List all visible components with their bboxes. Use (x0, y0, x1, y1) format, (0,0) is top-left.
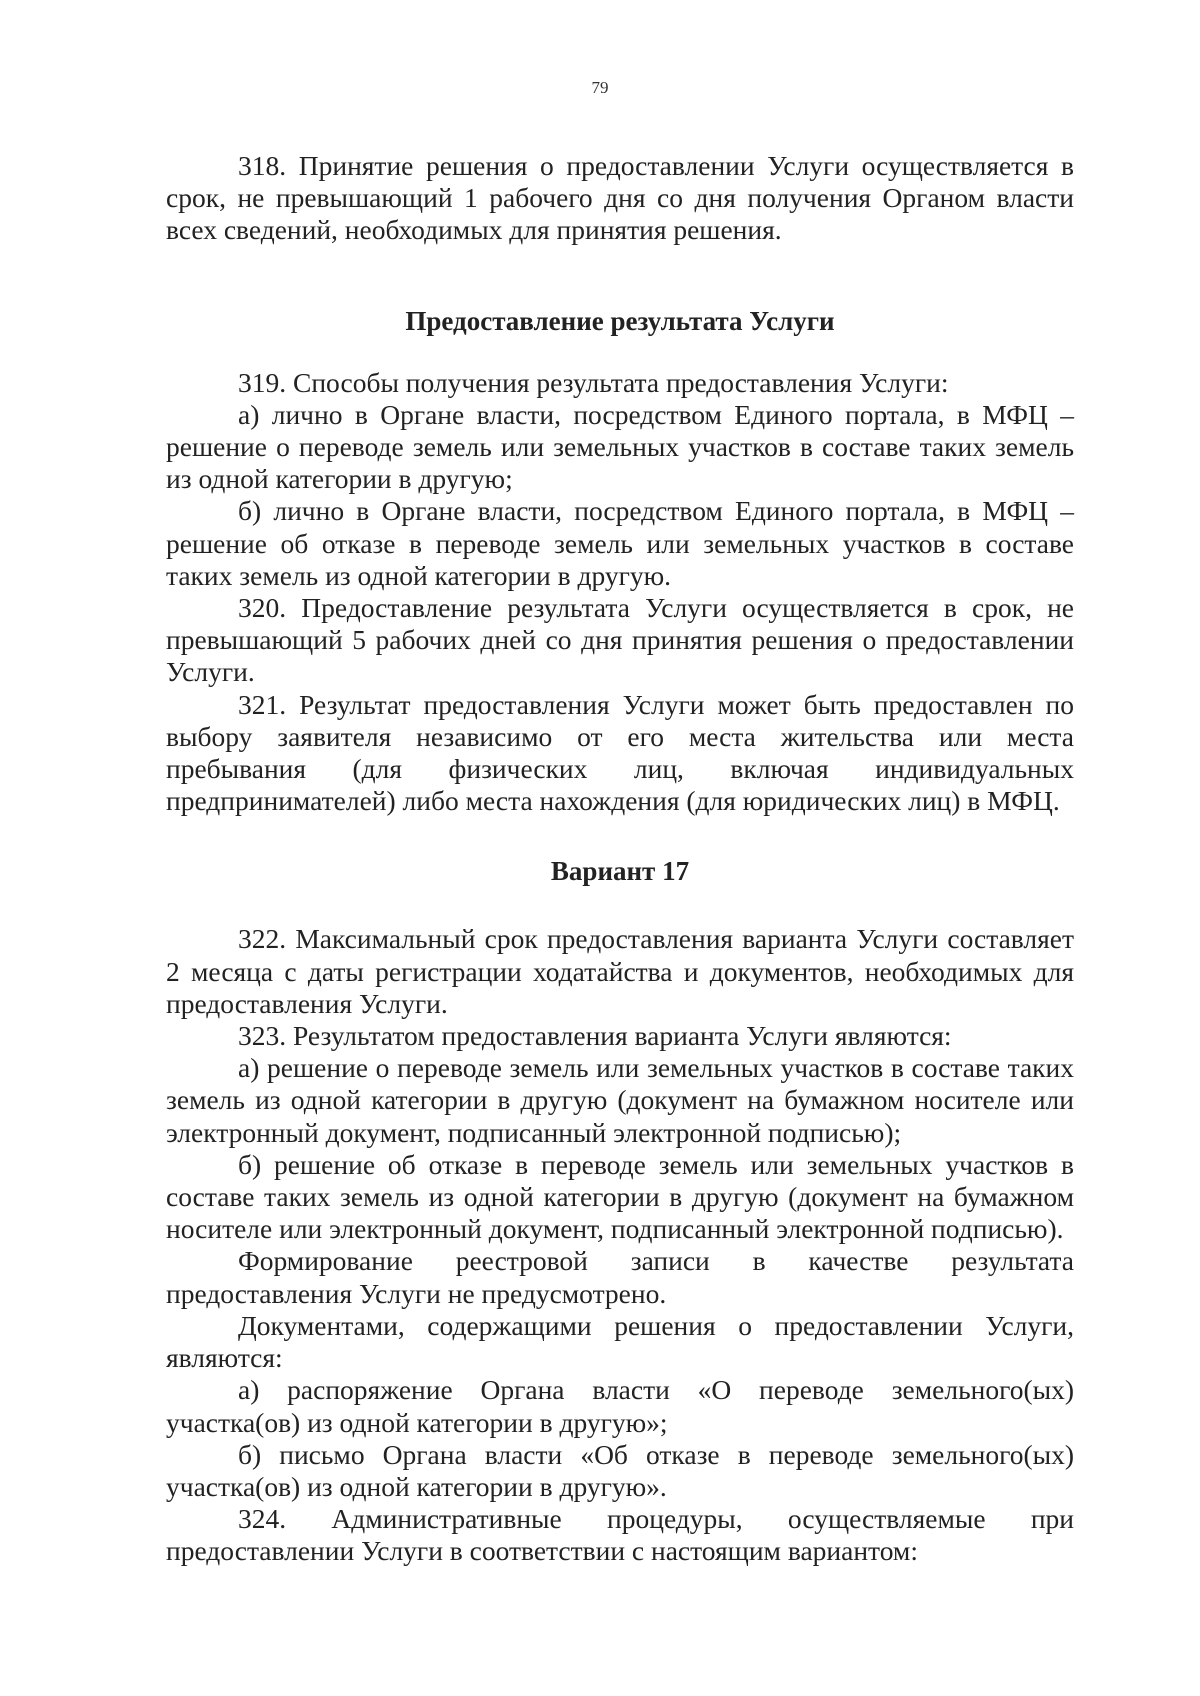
paragraph-decision-documents-a: а) распоряжение Органа власти «О переводе земельного(ых) участка(ов) из одной категории в другую»; (166, 1374, 1074, 1438)
paragraph-319-a: а) лично в Органе власти, посредством Единого портала, в МФЦ – решение о переводе земель или земельных участков в составе таких земель из одной категории в другую; (166, 398, 1074, 495)
paragraph-decision-documents-b: б) письмо Органа власти «Об отказе в переводе земельного(ых) участка(ов) из одной категории в другую». (166, 1438, 1074, 1502)
page-number: 79 (591, 78, 609, 97)
paragraph-323-a: а) решение о переводе земель или земельных участков в составе таких земель из одной категории в другую (документ на бумажном носителе или электронный документ, подписанный электронной подписью); (166, 1052, 1074, 1148)
paragraph-registry-record: Формирование реестровой записи в качестве результата предоставления Услуги не предусмотрено. (166, 1245, 1074, 1309)
paragraph-323-b: б) решение об отказе в переводе земель или земельных участков в составе таких земель из одной категории в другую (документ на бумажном носителе или электронный документ, подписанный электронной подписью). (166, 1148, 1074, 1245)
paragraph-322: 322. Максимальный срок предоставления варианта Услуги составляет 2 месяца с даты регистрации ходатайства и документов, необходимых для предоставления Услуги. (166, 923, 1074, 1019)
paragraph-319: 319. Способы получения результата предоставления Услуги: (238, 366, 949, 398)
paragraph-323: 323. Результатом предоставления варианта Услуги являются: (238, 1020, 952, 1052)
paragraph-318: 318. Принятие решения о предоставлении Услуги осуществляется в срок, не превышающий 1 рабочего дня со дня получения Органом власти всех сведений, необходимых для принятия решения. (166, 150, 1074, 246)
paragraph-321: 321. Результат предоставления Услуги может быть предоставлен по выбору заявителя независимо от его места жительства или места пребывания (для физических лиц, включая индивидуальных предпринимателей) либо места нахождения (для юридических лиц) в МФЦ. (166, 688, 1074, 817)
section-heading-result: Предоставление результата Услуги (405, 305, 835, 336)
paragraph-decision-documents: Документами, содержащими решения о предоставлении Услуги, являются: (166, 1309, 1074, 1374)
paragraph-320: 320. Предоставление результата Услуги осуществляется в срок, не превышающий 5 рабочих дней со дня принятия решения о предоставлении Услуги. (166, 592, 1074, 688)
section-heading-variant-17: Вариант 17 (550, 856, 690, 887)
document-body (166, 150, 1074, 1568)
paragraph-324: 324. Административные процедуры, осуществляемые при предоставлении Услуги в соответствии с настоящим вариантом: (166, 1503, 1074, 1567)
paragraph-319-b: б) лично в Органе власти, посредством Единого портала, в МФЦ – решение об отказе в переводе земель или земельных участков в составе таких земель из одной категории в другую. (166, 495, 1074, 591)
